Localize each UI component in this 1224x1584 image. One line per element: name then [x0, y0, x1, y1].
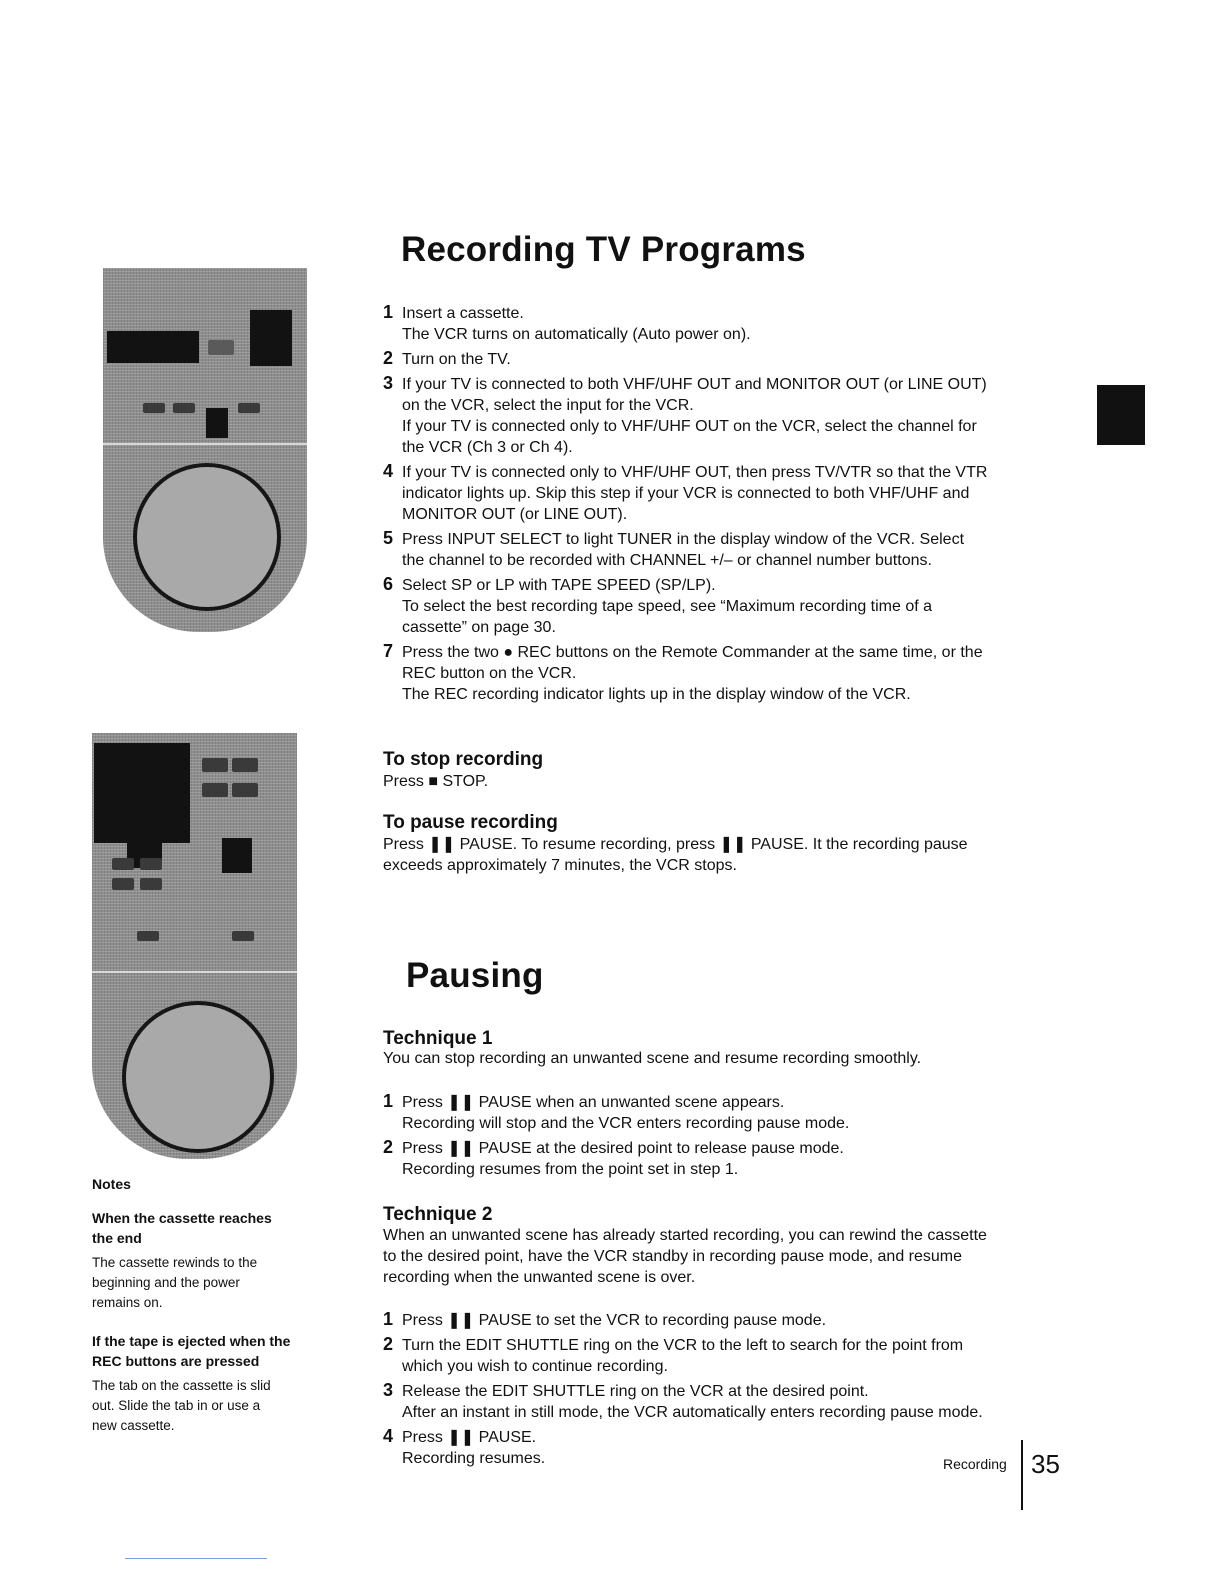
bottom-rule [125, 1558, 267, 1559]
step-line: Select SP or LP with TAPE SPEED (SP/LP). [402, 577, 716, 594]
step-number: 2 [383, 348, 394, 368]
step-line: After an instant in still mode, the VCR automatically enters recording pause mode. [402, 1404, 983, 1421]
step-item [383, 529, 1073, 571]
note-heading-line: the end [92, 1230, 142, 1246]
step-line: Turn the EDIT SHUTTLE ring on the VCR to the left to search for the point from [402, 1337, 964, 1354]
step-item [383, 1335, 1073, 1377]
step-line: The REC recording indicator lights up in the display window of the VCR. [402, 686, 911, 703]
step-line: Recording resumes from the point set in step 1. [402, 1161, 739, 1178]
technique-2-intro-line: When an unwanted scene has already started recording, you can rewind the cassette [383, 1227, 987, 1244]
remote-control-image-top [103, 268, 307, 632]
technique-1-intro: You can stop recording an unwanted scene and resume recording smoothly. [383, 1050, 922, 1067]
step-line: indicator lights up. Skip this step if your VCR is connected to both VHF/UHF and [402, 485, 970, 502]
section-title-pausing: Pausing [406, 956, 544, 995]
step-line: If your TV is connected only to VHF/UHF OUT, then press TV/VTR so that the VTR [402, 464, 988, 481]
stop-recording-heading: To stop recording [383, 749, 544, 770]
step-line: To select the best recording tape speed, see “Maximum recording time of a [402, 598, 933, 615]
step-item [383, 349, 1073, 370]
step-number: 5 [383, 528, 394, 548]
step-item [383, 374, 1073, 458]
step-line: Release the EDIT SHUTTLE ring on the VCR at the desired point. [402, 1383, 869, 1400]
step-item [383, 642, 1073, 705]
page-number: 35 [1031, 1449, 1060, 1479]
note-body-line: The cassette rewinds to the [92, 1255, 258, 1270]
note-1-heading [92, 1208, 327, 1248]
step-line: cassette” on page 30. [402, 619, 556, 636]
section-title-recording: Recording TV Programs [401, 230, 806, 269]
note-body-line: new cassette. [92, 1418, 175, 1433]
technique-1-heading: Technique 1 [383, 1028, 493, 1049]
stop-recording-text: Press ■ STOP. [383, 773, 489, 790]
pause-recording-text [383, 834, 1073, 876]
step-item [383, 1092, 1073, 1134]
footer-section-label: Recording [943, 1456, 1007, 1472]
note-heading-line: When the cassette reaches [92, 1210, 272, 1226]
pause-recording-heading: To pause recording [383, 812, 558, 833]
remote-control-image-bottom [92, 733, 297, 1159]
note-body-line: out. Slide the tab in or use a [92, 1398, 261, 1413]
step-line: Recording will stop and the VCR enters recording pause mode. [402, 1115, 850, 1132]
note-body-line: remains on. [92, 1295, 163, 1310]
step-line: If your TV is connected to both VHF/UHF OUT and MONITOR OUT (or LINE OUT) [402, 376, 987, 393]
step-number: 2 [383, 1334, 394, 1354]
recording-steps [383, 303, 1073, 709]
note-2-heading [92, 1331, 327, 1371]
step-number: 6 [383, 574, 394, 594]
technique-1-steps [383, 1092, 1073, 1184]
pause-recording-line: exceeds approximately 7 minutes, the VCR stops. [383, 857, 737, 874]
step-item [383, 1381, 1073, 1423]
step-line: on the VCR, select the input for the VCR. [402, 397, 694, 414]
step-line: Press ❚❚ PAUSE to set the VCR to recording pause mode. [402, 1312, 827, 1329]
note-heading-line: REC buttons are pressed [92, 1353, 260, 1369]
technique-2-steps [383, 1310, 1073, 1473]
step-number: 7 [383, 641, 394, 661]
technique-2-intro-line: to the desired point, have the VCR standby in recording pause mode, and resume [383, 1248, 963, 1265]
step-line: which you wish to continue recording. [402, 1358, 668, 1375]
step-line: If your TV is connected only to VHF/UHF OUT on the VCR, select the channel for [402, 418, 977, 435]
step-item [383, 1138, 1073, 1180]
step-line: Press INPUT SELECT to light TUNER in the display window of the VCR. Select [402, 531, 965, 548]
note-heading-line: If the tape is ejected when the [92, 1333, 291, 1349]
pause-recording-line: Press ❚❚ PAUSE. To resume recording, press ❚❚ PAUSE. It the recording pause [383, 836, 968, 853]
step-number: 1 [383, 1091, 394, 1111]
step-line: the VCR (Ch 3 or Ch 4). [402, 439, 573, 456]
step-line: Press ❚❚ PAUSE at the desired point to release pause mode. [402, 1140, 844, 1157]
note-2-body [92, 1376, 327, 1436]
note-body-line: The tab on the cassette is slid [92, 1378, 271, 1393]
step-item [383, 303, 1073, 345]
note-1-body [92, 1253, 327, 1313]
footer-divider [1021, 1440, 1023, 1510]
step-number: 4 [383, 461, 394, 481]
step-line: the channel to be recorded with CHANNEL +/– or channel number buttons. [402, 552, 932, 569]
note-body-line: beginning and the power [92, 1275, 240, 1290]
step-number: 2 [383, 1137, 394, 1157]
step-line: Press ❚❚ PAUSE. [402, 1429, 537, 1446]
step-line: MONITOR OUT (or LINE OUT). [402, 506, 628, 523]
step-line: Press the two ● REC buttons on the Remote Commander at the same time, or the [402, 644, 983, 661]
step-line: The VCR turns on automatically (Auto power on). [402, 326, 751, 343]
technique-2-heading: Technique 2 [383, 1204, 493, 1225]
step-number: 1 [383, 302, 394, 322]
step-line: Turn on the TV. [402, 351, 511, 368]
step-number: 3 [383, 1380, 394, 1400]
step-line: Press ❚❚ PAUSE when an unwanted scene appears. [402, 1094, 785, 1111]
step-item [383, 462, 1073, 525]
technique-2-intro [383, 1225, 1083, 1288]
section-edge-tab [1097, 385, 1145, 445]
technique-2-intro-line: recording when the unwanted scene is over. [383, 1269, 696, 1286]
notes-sidebar [92, 1174, 327, 1436]
step-line: REC button on the VCR. [402, 665, 577, 682]
step-number: 1 [383, 1309, 394, 1329]
step-number: 3 [383, 373, 394, 393]
step-item [383, 1310, 1073, 1331]
step-line: Insert a cassette. [402, 305, 524, 322]
notes-label: Notes [92, 1176, 131, 1192]
step-line: Recording resumes. [402, 1450, 546, 1467]
step-item [383, 575, 1073, 638]
step-number: 4 [383, 1426, 394, 1446]
